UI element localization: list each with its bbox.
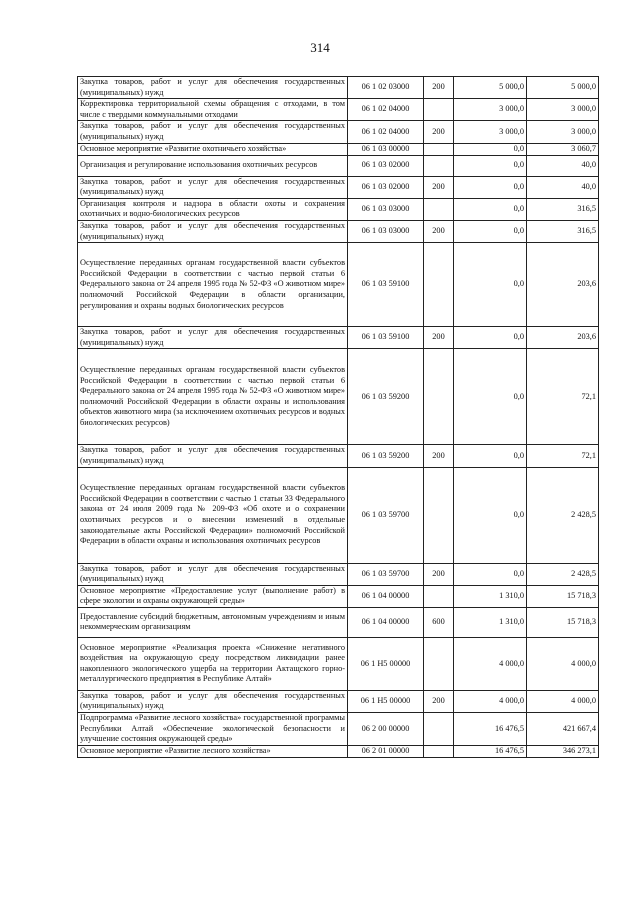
cell-amount-1: 0,0: [454, 467, 527, 563]
cell-expense-type: 200: [424, 327, 454, 349]
cell-amount-2: 5 000,0: [527, 77, 599, 99]
cell-amount-2: 3 000,0: [527, 121, 599, 143]
table-row: [78, 155, 599, 176]
cell-amount-1: 0,0: [454, 563, 527, 585]
cell-name: Основное мероприятие «Развитие лесного хозяйства»: [78, 745, 348, 757]
table-row: [78, 745, 599, 757]
cell-amount-2: 2 428,5: [527, 563, 599, 585]
cell-amount-2: 4 000,0: [527, 637, 599, 690]
cell-name: Основное мероприятие «Развитие охотничьего хозяйства»: [78, 143, 348, 155]
table-row: [78, 243, 599, 327]
table-row: [78, 690, 599, 712]
cell-amount-2: 3 000,0: [527, 99, 599, 121]
cell-expense-type: [424, 198, 454, 220]
cell-amount-1: 0,0: [454, 155, 527, 176]
cell-name: Закупка товаров, работ и услуг для обеспечения государственных (муниципальных) нужд: [78, 445, 348, 467]
cell-amount-1: 0,0: [454, 220, 527, 242]
cell-expense-type: [424, 585, 454, 607]
table-row: [78, 121, 599, 143]
cell-expense-type: [424, 155, 454, 176]
cell-expense-type: [424, 467, 454, 563]
cell-code: 06 1 04 00000: [348, 607, 424, 637]
cell-code: 06 1 02 04000: [348, 99, 424, 121]
cell-name: Основное мероприятие «Реализация проекта «Снижение негативного воздействия на окружающую среду посредством ликвидации ранее накопленного экологического ущерба на территории Актащского горно-металлургического предприятия в Республике Алтай»: [78, 637, 348, 690]
cell-name: Закупка товаров, работ и услуг для обеспечения государственных (муниципальных) нужд: [78, 121, 348, 143]
cell-amount-1: 3 000,0: [454, 99, 527, 121]
cell-expense-type: 200: [424, 77, 454, 99]
cell-name: Корректировка территориальной схемы обращения с отходами, в том числе с твердыми коммунальными отходами: [78, 99, 348, 121]
cell-amount-2: 203,6: [527, 243, 599, 327]
cell-amount-1: 0,0: [454, 349, 527, 445]
table-row: [78, 176, 599, 198]
cell-amount-1: 0,0: [454, 445, 527, 467]
cell-code: 06 1 02 04000: [348, 121, 424, 143]
cell-code: 06 1 04 00000: [348, 585, 424, 607]
table-row: [78, 563, 599, 585]
cell-amount-1: 4 000,0: [454, 637, 527, 690]
cell-amount-2: 4 000,0: [527, 690, 599, 712]
cell-name: Закупка товаров, работ и услуг для обеспечения государственных (муниципальных) нужд: [78, 563, 348, 585]
table-row: [78, 445, 599, 467]
cell-amount-2: 421 667,4: [527, 713, 599, 746]
page-number: 314: [310, 40, 330, 55]
cell-expense-type: 200: [424, 220, 454, 242]
cell-amount-1: 0,0: [454, 198, 527, 220]
cell-amount-1: 5 000,0: [454, 77, 527, 99]
cell-expense-type: [424, 99, 454, 121]
cell-name: Закупка товаров, работ и услуг для обеспечения государственных (муниципальных) нужд: [78, 220, 348, 242]
cell-amount-2: 346 273,1: [527, 745, 599, 757]
cell-expense-type: [424, 143, 454, 155]
cell-name: Осуществление переданных органам государственной власти субъектов Российской Федерации в соответствии с частью первой статьи 6 Федерального закона от 24 апреля 1995 года № 52-ФЗ «О животном мире» полномочий Российской Федерации в области охраны и использования объектов животного мира (за исключением охотничьих ресурсов и водных биологических ресурсов): [78, 349, 348, 445]
cell-amount-1: 3 000,0: [454, 121, 527, 143]
cell-amount-2: 316,5: [527, 198, 599, 220]
cell-amount-1: 0,0: [454, 176, 527, 198]
cell-code: 06 1 03 03000: [348, 220, 424, 242]
table-row: [78, 467, 599, 563]
cell-amount-2: 3 060,7: [527, 143, 599, 155]
cell-name: Закупка товаров, работ и услуг для обеспечения государственных (муниципальных) нужд: [78, 77, 348, 99]
cell-code: 06 1 Н5 00000: [348, 690, 424, 712]
cell-amount-2: 40,0: [527, 155, 599, 176]
cell-name: Подпрограмма «Развитие лесного хозяйства» государственной программы Республики Алтай «Обеспечение экологической безопасности и улучшение состояния окружающей среды»: [78, 713, 348, 746]
cell-expense-type: [424, 713, 454, 746]
cell-name: Предоставление субсидий бюджетным, автономным учреждениям и иным некоммерческим организациям: [78, 607, 348, 637]
cell-amount-2: 15 718,3: [527, 585, 599, 607]
cell-code: 06 1 03 59100: [348, 243, 424, 327]
cell-name: Осуществление переданных органам государственной власти субъектов Российской Федерации в соответствии с частью 1 статьи 33 Федерального закона от 24 июля 2009 года № 209-ФЗ «Об охоте и о сохранении охотничьих ресурсов и о внесении изменений в отдельные законодательные акты Российской Федерации» полномочий Российской Федерации в области охраны и использования охотничьих ресурсов: [78, 467, 348, 563]
cell-expense-type: 200: [424, 690, 454, 712]
cell-name: Осуществление переданных органам государственной власти субъектов Российской Федерации в соответствии с частью первой статьи 6 Федерального закона от 24 апреля 1995 года № 52-ФЗ «О животном мире» полномочий Российской Федерации в области организации, регулирования и охраны водных биологических ресурсов: [78, 243, 348, 327]
cell-name: Основное мероприятие «Предоставление услуг (выполнение работ) в сфере экологии и охраны окружающей среды»: [78, 585, 348, 607]
table-row: [78, 198, 599, 220]
cell-amount-2: 203,6: [527, 327, 599, 349]
cell-amount-2: 15 718,3: [527, 607, 599, 637]
cell-expense-type: [424, 637, 454, 690]
cell-amount-1: 0,0: [454, 143, 527, 155]
table-row: [78, 637, 599, 690]
table-row: [78, 220, 599, 242]
cell-expense-type: 200: [424, 563, 454, 585]
cell-expense-type: [424, 745, 454, 757]
cell-code: 06 1 03 59700: [348, 467, 424, 563]
cell-code: 06 1 03 59700: [348, 563, 424, 585]
cell-amount-2: 316,5: [527, 220, 599, 242]
table-row: [78, 607, 599, 637]
cell-code: 06 1 Н5 00000: [348, 637, 424, 690]
table-row: [78, 99, 599, 121]
cell-amount-1: 4 000,0: [454, 690, 527, 712]
cell-expense-type: 600: [424, 607, 454, 637]
table-row: [78, 585, 599, 607]
cell-code: 06 1 03 59200: [348, 349, 424, 445]
cell-expense-type: [424, 243, 454, 327]
budget-table: [77, 76, 599, 758]
cell-amount-1: 0,0: [454, 243, 527, 327]
cell-code: 06 1 03 02000: [348, 176, 424, 198]
cell-amount-1: 1 310,0: [454, 607, 527, 637]
cell-name: Организация контроля и надзора в области охоты и сохранения охотничьих и водно-биологических ресурсов: [78, 198, 348, 220]
cell-amount-1: 1 310,0: [454, 585, 527, 607]
cell-amount-1: 16 476,5: [454, 745, 527, 757]
cell-amount-2: 40,0: [527, 176, 599, 198]
cell-amount-2: 72,1: [527, 349, 599, 445]
table-row: [78, 327, 599, 349]
cell-expense-type: 200: [424, 176, 454, 198]
cell-code: 06 2 00 00000: [348, 713, 424, 746]
table-row: [78, 143, 599, 155]
table-row: [78, 349, 599, 445]
cell-code: 06 1 03 03000: [348, 198, 424, 220]
cell-code: 06 1 03 59100: [348, 327, 424, 349]
cell-expense-type: 200: [424, 445, 454, 467]
cell-name: Закупка товаров, работ и услуг для обеспечения государственных (муниципальных) нужд: [78, 176, 348, 198]
cell-expense-type: 200: [424, 121, 454, 143]
table-row: [78, 713, 599, 746]
cell-code: 06 2 01 00000: [348, 745, 424, 757]
cell-code: 06 1 03 00000: [348, 143, 424, 155]
cell-code: 06 1 03 02000: [348, 155, 424, 176]
cell-name: Закупка товаров, работ и услуг для обеспечения государственных (муниципальных) нужд: [78, 327, 348, 349]
table-row: [78, 77, 599, 99]
cell-amount-2: 2 428,5: [527, 467, 599, 563]
budget-table-body: [78, 77, 599, 758]
cell-expense-type: [424, 349, 454, 445]
cell-code: 06 1 03 59200: [348, 445, 424, 467]
cell-amount-1: 16 476,5: [454, 713, 527, 746]
cell-amount-1: 0,0: [454, 327, 527, 349]
cell-amount-2: 72,1: [527, 445, 599, 467]
cell-name: Организация и регулирование использования охотничьих ресурсов: [78, 155, 348, 176]
cell-code: 06 1 02 03000: [348, 77, 424, 99]
cell-name: Закупка товаров, работ и услуг для обеспечения государственных (муниципальных) нужд: [78, 690, 348, 712]
